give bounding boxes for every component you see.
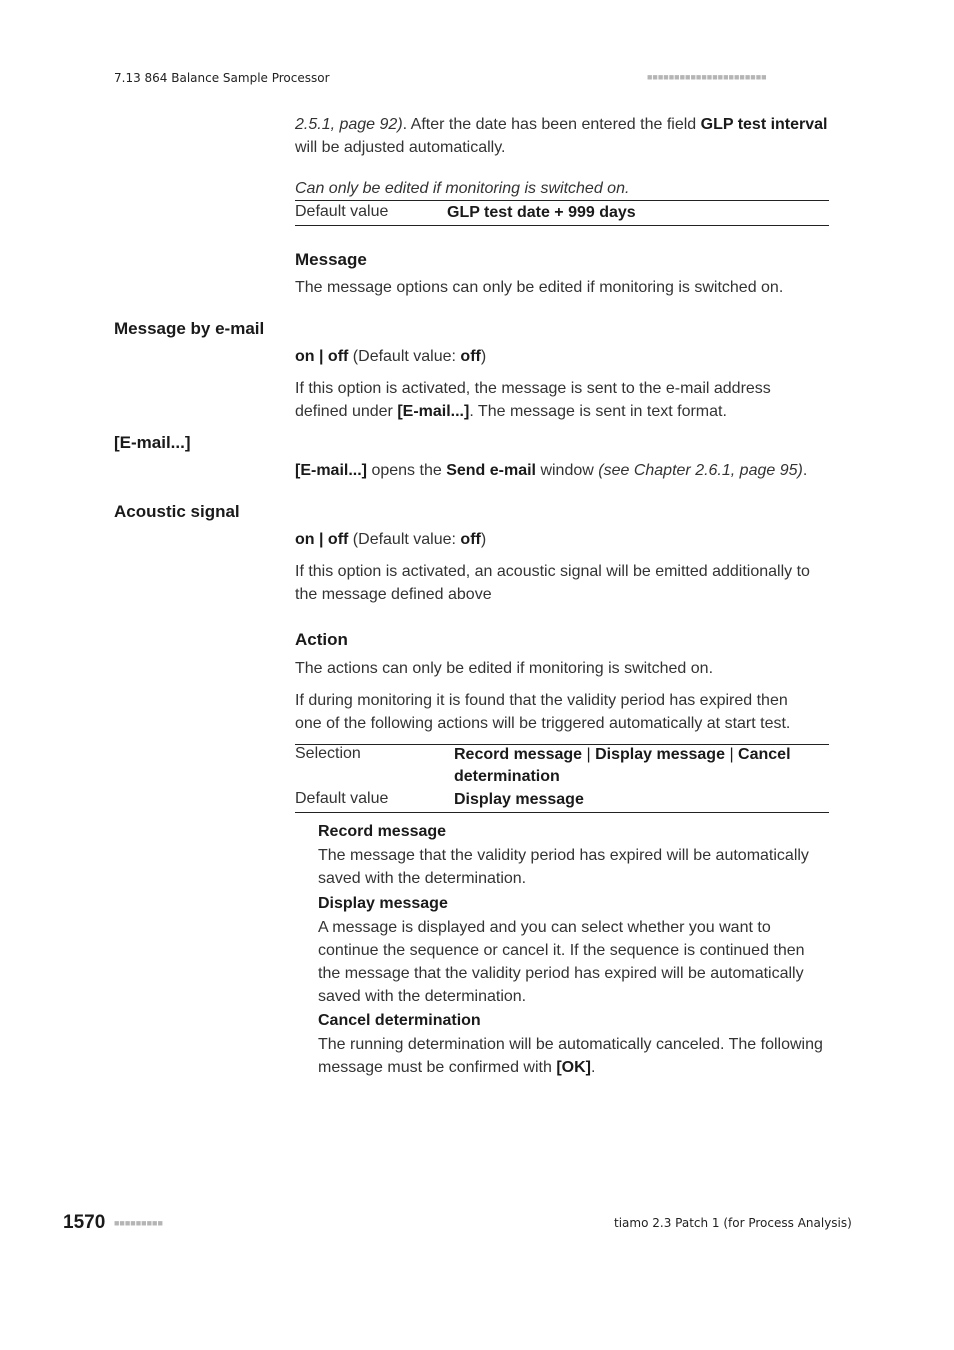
glp-test-interval-field: GLP test interval bbox=[700, 116, 828, 133]
default-value: GLP test date + 999 days bbox=[447, 204, 636, 221]
selection-label: Selection bbox=[295, 745, 361, 762]
default-value-label: Default value bbox=[295, 790, 389, 807]
message-text: The message options can only be edited if monitoring is switched on. bbox=[295, 279, 784, 296]
default-value-label: Default value bbox=[295, 203, 389, 220]
message-by-email-values: on | off (Default value: off) bbox=[295, 348, 487, 365]
intro-paragraph: 2.5.1, page 92). After the date has been entered the field GLP test interval will be adjusted automatically. bbox=[295, 116, 828, 156]
message-heading: Message bbox=[295, 250, 367, 269]
acoustic-signal-label: Acoustic signal bbox=[114, 502, 240, 521]
page-number: 1570 bbox=[63, 1212, 106, 1233]
email-button-label: [E-mail...] bbox=[114, 433, 191, 452]
acoustic-signal-description: If this option is activated, an acoustic signal will be emitted additionally to the message defined above bbox=[295, 563, 810, 603]
email-button-description: [E-mail...] opens the Send e-mail window (see Chapter 2.6.1, page 95). bbox=[295, 462, 808, 479]
running-header-section: 7.13 864 Balance Sample Processor bbox=[114, 71, 330, 85]
option-description: A message is displayed and you can select whether you want to continue the sequence or cancel it. If the sequence is continued then the message that the validity period has expired will be automatically saved with the determination. bbox=[318, 919, 805, 1005]
intro-reference: 2.5.1, page 92) bbox=[295, 116, 403, 133]
table-rule bbox=[295, 812, 829, 813]
message-by-email-description: If this option is activated, the message is sent to the e-mail address defined under [E-mail...]. The message is sent in text format. bbox=[295, 380, 771, 420]
option-title: Display message bbox=[318, 895, 448, 912]
action-heading: Action bbox=[295, 630, 348, 649]
acoustic-signal-values: on | off (Default value: off) bbox=[295, 531, 487, 548]
header-decoration: ■■■■■■■■■■■■■■■■■■■■■■ bbox=[647, 72, 767, 82]
table-rule bbox=[295, 225, 829, 226]
option-description: The message that the validity period has expired will be automatically saved with the determination. bbox=[318, 847, 809, 887]
option-description: The running determination will be automatically canceled. The following message must be confirmed with [OK]. bbox=[318, 1036, 823, 1076]
footer-product: tiamo 2.3 Patch 1 (for Process Analysis) bbox=[614, 1216, 852, 1230]
action-text-2: If during monitoring it is found that the validity period has expired then one of the following actions will be triggered automatically at start test. bbox=[295, 692, 791, 732]
footer-decoration: ■■■■■■■■■ bbox=[114, 1218, 163, 1228]
message-by-email-label: Message by e-mail bbox=[114, 319, 265, 338]
selection-values: Record message | Display message | Cancel determination bbox=[454, 746, 791, 785]
action-text-1: The actions can only be edited if monitoring is switched on. bbox=[295, 660, 714, 677]
default-value: Display message bbox=[454, 791, 584, 808]
table-rule bbox=[295, 200, 829, 201]
option-title: Cancel determination bbox=[318, 1012, 481, 1029]
glp-date-note: Can only be edited if monitoring is switched on. bbox=[295, 180, 630, 197]
option-title: Record message bbox=[318, 823, 447, 840]
